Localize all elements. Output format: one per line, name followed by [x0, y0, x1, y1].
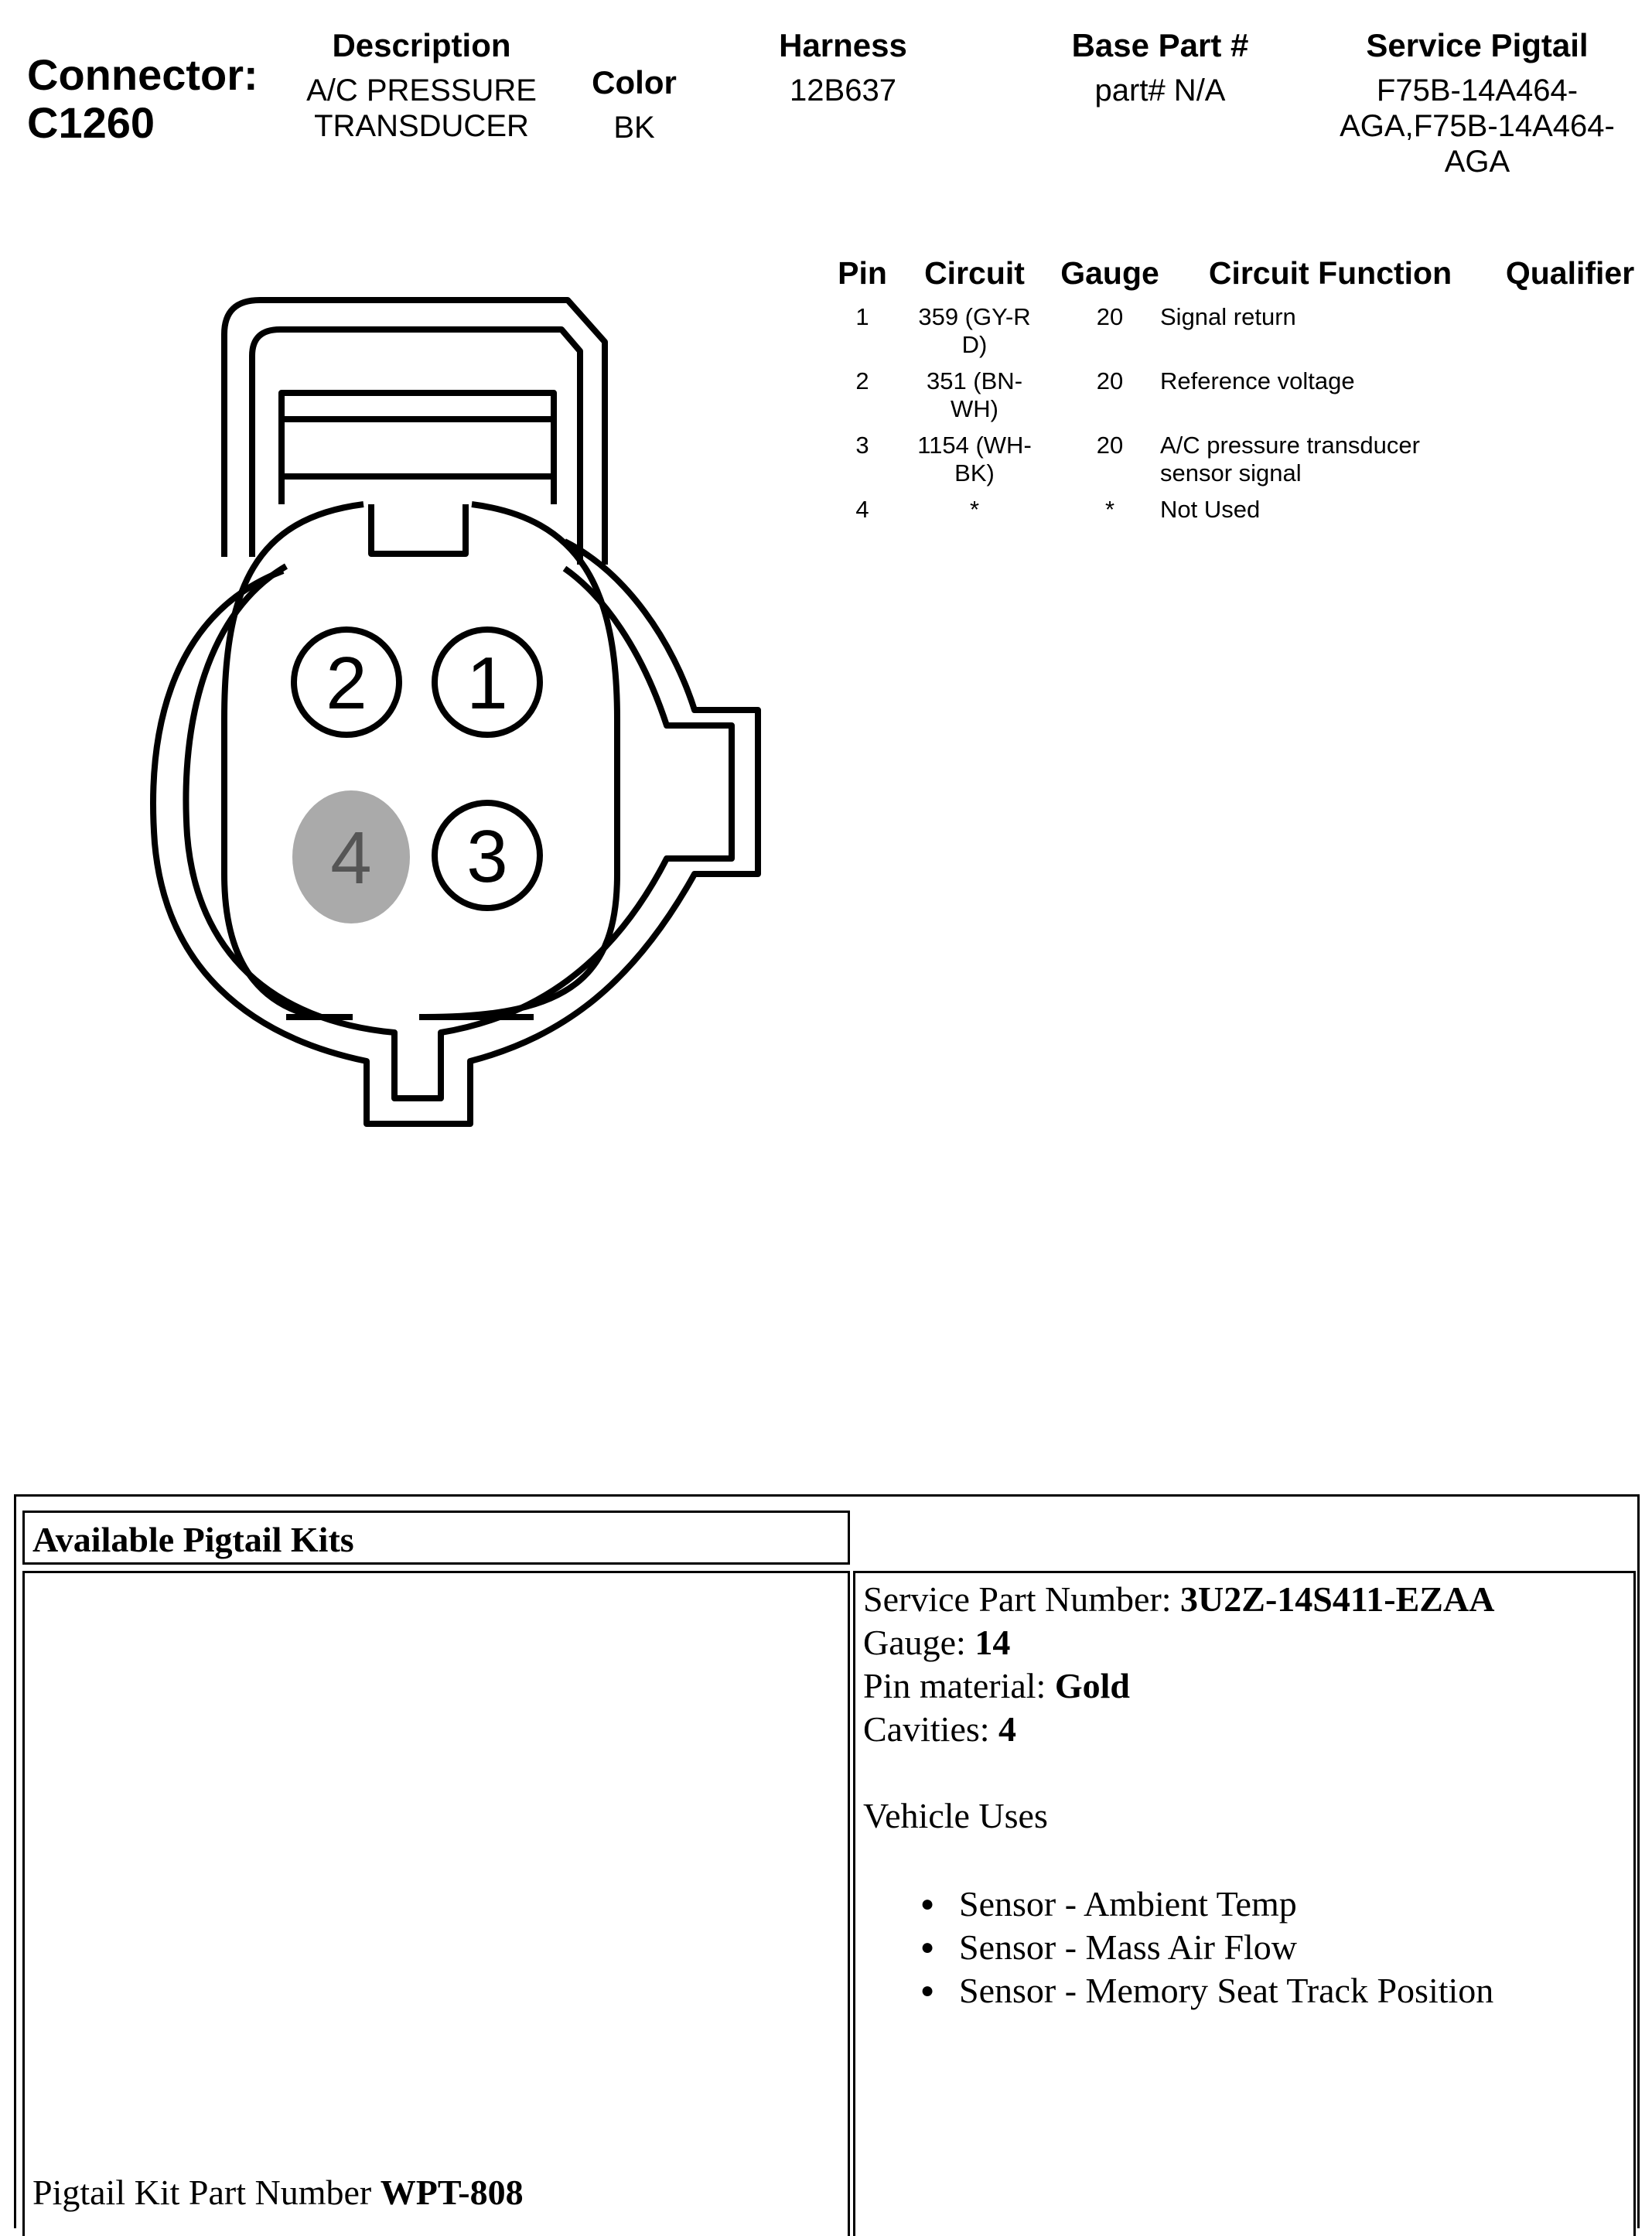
service-pigtail-value: F75B-14A464- AGA,F75B-14A464- AGA [1340, 73, 1615, 179]
bullet-icon: ● [920, 1891, 935, 1917]
kit-part-label: Pigtail Kit Part Number [32, 2173, 381, 2212]
description-column [286, 28, 557, 144]
pin-number: 1 [855, 303, 869, 330]
harness-column [742, 28, 944, 108]
pin-gauge: 20 [1096, 303, 1124, 330]
cavities: Cavities: 4 [863, 1709, 1017, 1749]
pin-gauge: 20 [1096, 367, 1124, 394]
pin-function: Reference voltage [1160, 367, 1355, 394]
service-part-value: 3U2Z-14S411-EZAA [1180, 1579, 1495, 1619]
vehicle-uses-list [863, 1883, 1494, 2012]
base-part-heading: Base Part # [1071, 27, 1249, 63]
color-heading: Color [592, 64, 677, 101]
description-value: A/C PRESSURE TRANSDUCER [306, 73, 537, 143]
pin-number: 2 [855, 367, 869, 394]
pin-material: Pin material: Gold [863, 1666, 1130, 1705]
pin-cavity-outer-r [425, 504, 617, 1017]
harness-heading: Harness [779, 27, 907, 63]
pin-3 [435, 803, 540, 908]
pin-circuit: 1154 (WH-BK) [917, 432, 1032, 486]
pin-cavity-outer [224, 504, 364, 1017]
list-item: ● Sensor - Ambient Temp [920, 1883, 1494, 1926]
pin-circuit: * [969, 496, 980, 523]
pin-number: 4 [855, 496, 869, 523]
pin-heading: Pin [838, 255, 887, 291]
service-pigtail-heading: Service Pigtail [1366, 27, 1589, 63]
kit-part-number [32, 2172, 524, 2213]
pin-gauge: * [1104, 496, 1115, 523]
pin-function: Not Used [1160, 496, 1261, 523]
pin-circuit: 351 (BN-WH) [926, 367, 1023, 422]
base-part-value: part# N/A [1094, 73, 1226, 108]
bullet-icon: ● [920, 1934, 935, 1960]
color-column [572, 65, 696, 145]
kit-part-value: WPT-808 [380, 2173, 524, 2212]
pin-4-label: 4 [330, 817, 372, 900]
pin-row [820, 303, 1640, 365]
key-notch [371, 504, 466, 554]
pin-1 [435, 630, 540, 735]
latch-inner [252, 329, 580, 565]
pin-number: 3 [855, 432, 869, 459]
connector-header [0, 0, 1652, 201]
gauge-heading: Gauge [1060, 255, 1159, 291]
service-part-number: Service Part Number: 3U2Z-14S411-EZAA [863, 1579, 1495, 1619]
pin-material-value: Gold [1054, 1666, 1130, 1705]
description-heading: Description [332, 27, 511, 63]
list-item: ● Sensor - Mass Air Flow [920, 1926, 1494, 1969]
kit-gauge-value: 14 [974, 1623, 1011, 1662]
pigtail-kits-header-blank [853, 1511, 1636, 1565]
pigtail-kit-image-cell [22, 1571, 850, 2236]
pin-2 [294, 630, 399, 735]
pin-row [820, 432, 1640, 493]
pin-row [820, 367, 1640, 429]
connector-title [27, 51, 258, 147]
base-part-column [1036, 28, 1284, 108]
cavities-value: 4 [998, 1709, 1017, 1749]
bullet-icon: ● [920, 1978, 935, 2003]
connector-id: C1260 [27, 98, 155, 147]
pin-gauge: 20 [1096, 432, 1124, 459]
kit-gauge: Gauge: 14 [863, 1623, 1011, 1662]
harness-value: 12B637 [790, 73, 896, 108]
pin-2-label: 2 [326, 642, 367, 725]
service-pigtail-column [1307, 28, 1647, 179]
pin-row [820, 496, 1640, 558]
color-value: BK [613, 111, 655, 145]
kit-details [863, 1578, 1494, 2012]
pigtail-kits-table [14, 1494, 1640, 2228]
list-item: ● Sensor - Memory Seat Track Position [920, 1969, 1494, 2012]
latch-bar [282, 393, 554, 476]
vehicle-uses-title: Vehicle Uses [863, 1796, 1048, 1835]
pin-circuit: 359 (GY-RD) [918, 303, 1031, 358]
pin-3-label: 3 [466, 815, 508, 898]
pin-function: A/C pressure transducer sensor signal [1160, 432, 1420, 486]
pin-1-label: 1 [466, 642, 508, 725]
pigtail-kits-title-cell [22, 1511, 850, 1565]
circuit-function-heading: Circuit Function [1208, 255, 1452, 291]
connector-face-diagram [131, 286, 789, 1176]
pin-function: Signal return [1160, 303, 1296, 330]
connector-label: Connector: [27, 50, 258, 99]
qualifier-heading: Qualifier [1505, 255, 1635, 291]
pigtail-kit-details-cell [853, 1571, 1636, 2236]
pin-4 [292, 790, 410, 923]
circuit-heading: Circuit [924, 255, 1025, 291]
pigtail-kits-title: Available Pigtail Kits [32, 1520, 354, 1559]
